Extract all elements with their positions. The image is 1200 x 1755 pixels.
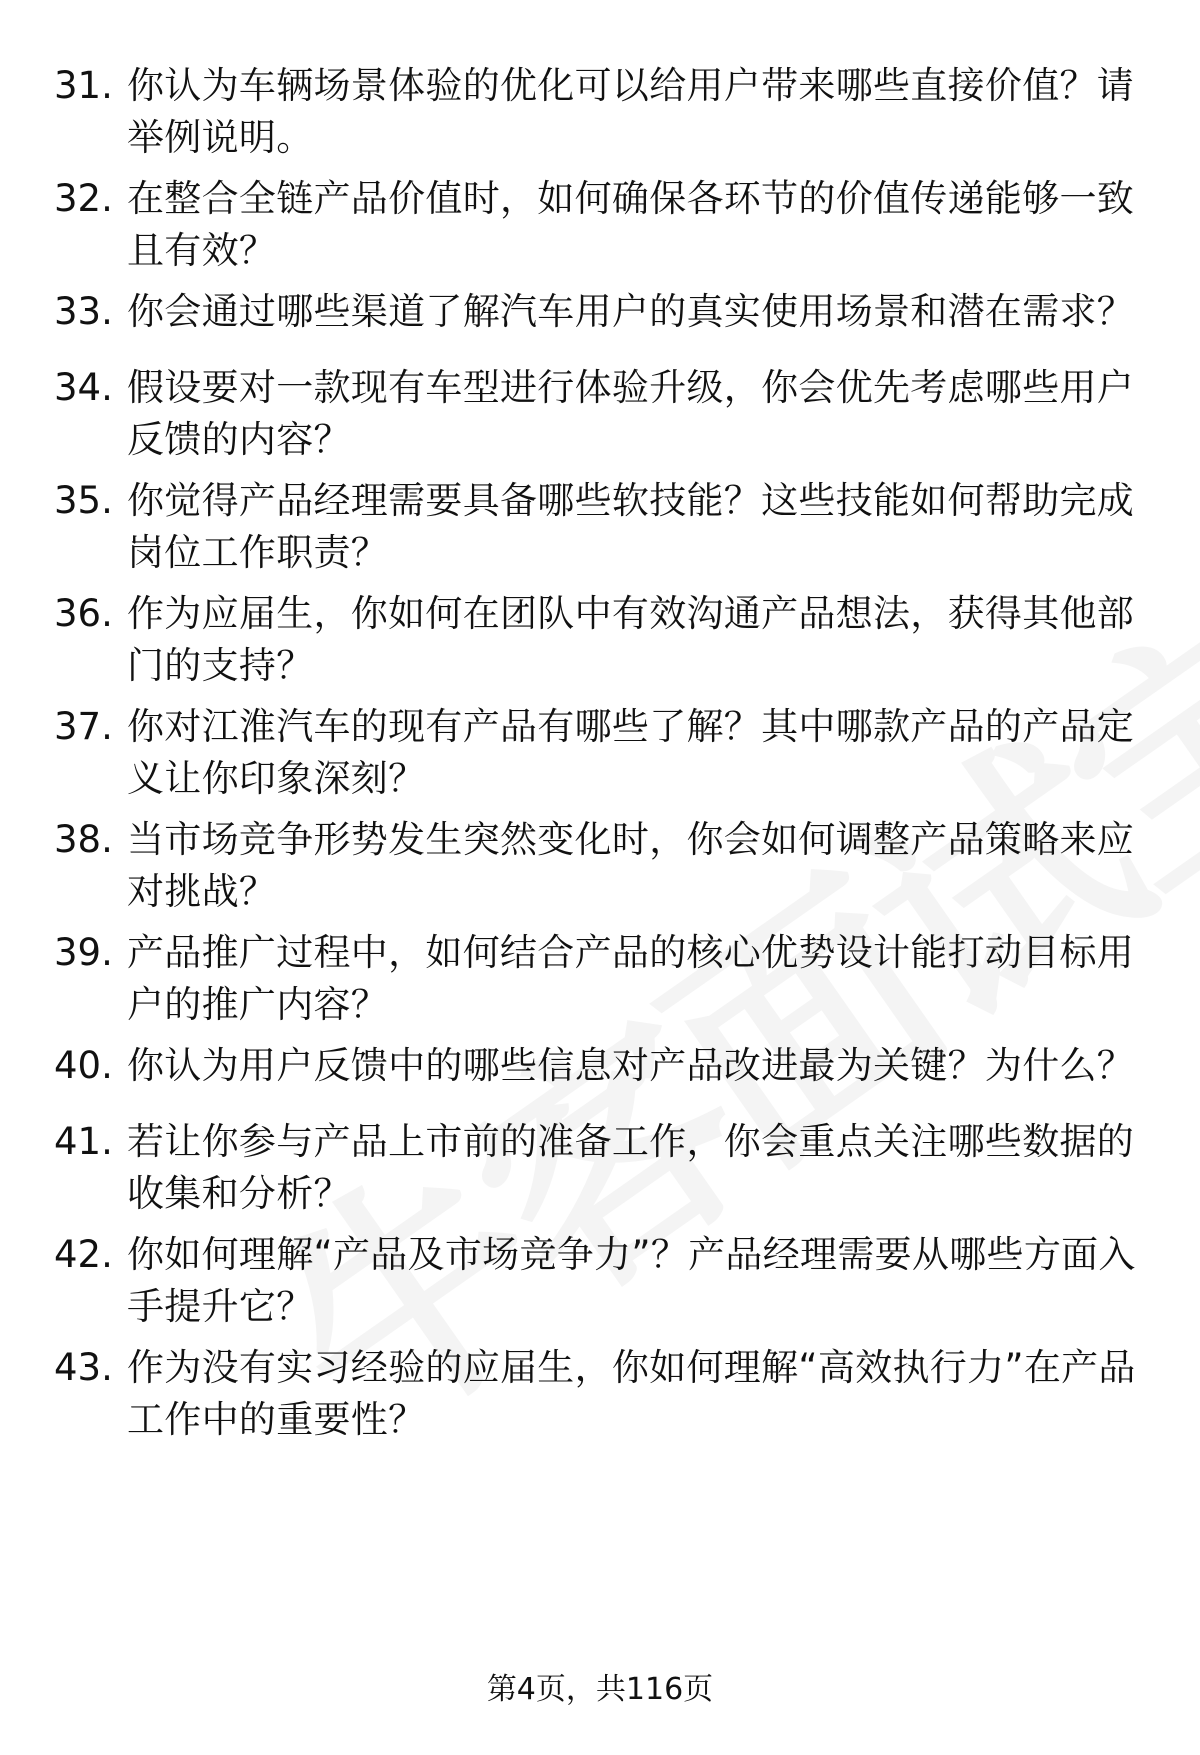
question-number: 39.	[54, 931, 113, 974]
question-number: 40.	[54, 1044, 113, 1087]
question-text: 你如何理解“产品及市场竞争力”？产品经理需要从哪些方面入手提升它？	[127, 1233, 1136, 1328]
question-number: 31.	[54, 64, 113, 107]
question-number: 33.	[54, 290, 113, 333]
question-number: 41.	[54, 1120, 113, 1163]
question-text: 你认为用户反馈中的哪些信息对产品改进最为关键？为什么？	[127, 1044, 1135, 1087]
question-text: 当市场竞争形势发生突然变化时，你会如何调整产品策略来应对挑战？	[127, 818, 1135, 913]
question-text: 你觉得产品经理需要具备哪些软技能？这些技能如何帮助完成岗位工作职责？	[127, 479, 1135, 574]
question-number: 36.	[54, 592, 113, 635]
question-text: 假设要对一款现有车型进行体验升级，你会优先考虑哪些用户反馈的内容？	[127, 366, 1135, 461]
question-text: 若让你参与产品上市前的准备工作，你会重点关注哪些数据的收集和分析？	[127, 1120, 1135, 1215]
question-text: 产品推广过程中，如何结合产品的核心优势设计能打动目标用户的推广内容？	[127, 931, 1135, 1026]
question-number: 32.	[54, 177, 113, 220]
page-footer: 第4页，共116页	[486, 1672, 714, 1707]
question-number: 35.	[54, 479, 113, 522]
question-text: 你会通过哪些渠道了解汽车用户的真实使用场景和潜在需求？	[127, 290, 1135, 333]
question-number: 42.	[54, 1233, 113, 1276]
question-text: 作为没有实习经验的应届生，你如何理解“高效执行力”在产品工作中的重要性？	[127, 1346, 1136, 1441]
question-number: 43.	[54, 1346, 113, 1389]
question-number: 38.	[54, 818, 113, 861]
question-text: 在整合全链产品价值时，如何确保各环节的价值传递能够一致且有效？	[127, 177, 1135, 272]
question-number: 37.	[54, 705, 113, 748]
question-number: 34.	[54, 366, 113, 409]
question-text: 你对江淮汽车的现有产品有哪些了解？其中哪款产品的产品定义让你印象深刻？	[127, 705, 1135, 800]
question-text: 你认为车辆场景体验的优化可以给用户带来哪些直接价值？请举例说明。	[127, 64, 1135, 159]
question-text: 作为应届生，你如何在团队中有效沟通产品想法，获得其他部门的支持？	[127, 592, 1135, 687]
